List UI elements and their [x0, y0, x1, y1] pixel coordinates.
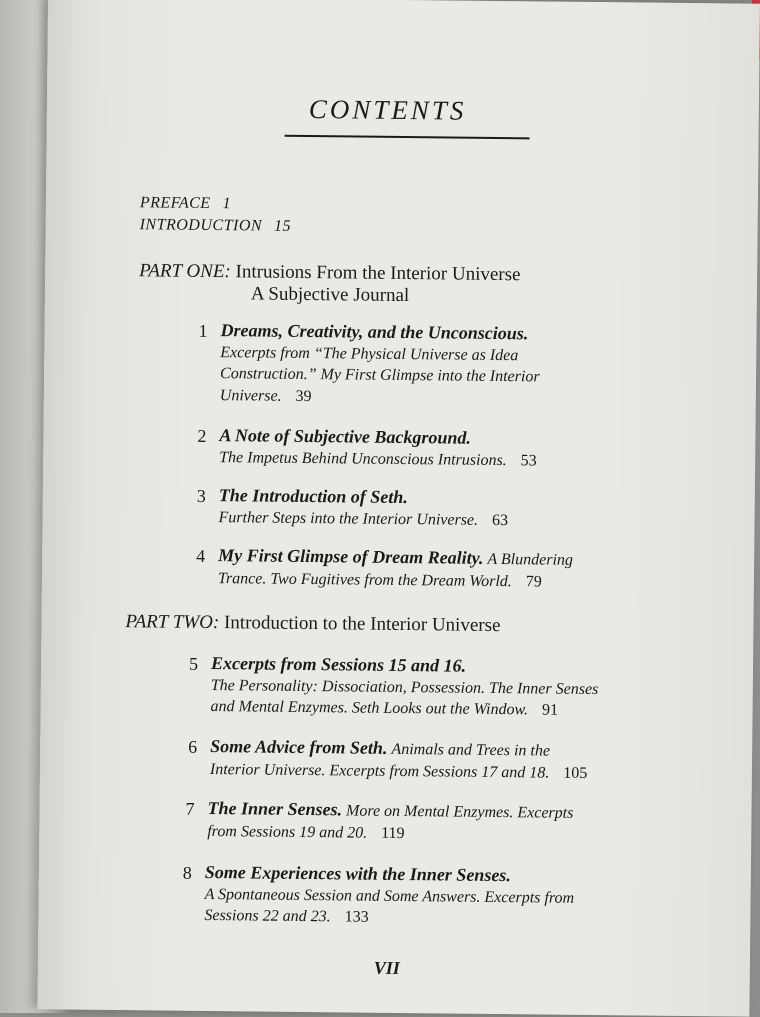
chapter-entry-8: [182, 861, 685, 932]
chapter-description-line: A Spontaneous Session and Some Answers. Excerpts from: [204, 885, 575, 907]
chapter-entry-6: [188, 736, 680, 785]
chapter-description: [219, 447, 639, 473]
chapter-number: 7: [185, 798, 195, 819]
chapter-title-tail: A Blundering: [487, 550, 574, 569]
part-label: PART TWO:: [125, 611, 220, 634]
chapter-title: The Inner Senses.: [207, 797, 343, 820]
chapter-page: 91: [541, 701, 559, 719]
chapter-entry-7: [185, 797, 677, 847]
part-title: Intrusions From the Interior Universe: [235, 261, 521, 286]
chapter-description: [220, 342, 641, 411]
chapter-description-line: Excerpts from “The Physical Universe as Idea: [220, 343, 519, 364]
chapter-entry-2: [197, 425, 639, 472]
chapter-page: 39: [295, 387, 312, 405]
chapter-title: The Introduction of Seth.: [218, 485, 408, 508]
page-folio: VII: [373, 957, 400, 979]
chapter-title: Dreams, Creativity, and the Unconscious.: [220, 320, 529, 344]
part-two-heading: [125, 611, 500, 637]
chapter-number: 6: [188, 736, 198, 757]
part-one-heading: [139, 260, 521, 308]
chapter-page: 63: [491, 511, 509, 529]
chapter-description: [218, 568, 658, 594]
front-matter-label: INTRODUCTION: [139, 216, 263, 235]
chapter-title: My First Glimpse of Dream Reality.: [218, 545, 484, 568]
chapter-number: 2: [197, 425, 207, 446]
chapter-description-line: The Personality: Dissociation, Possession. The Inner Senses: [210, 676, 599, 698]
chapter-title-tail: Animals and Trees in the: [391, 740, 551, 760]
part-label: PART ONE:: [139, 260, 231, 283]
chapter-description-line: and Mental Enzymes. Seth Looks out the Window.: [210, 698, 529, 719]
chapter-description: [210, 675, 680, 723]
chapter-page: 133: [344, 908, 369, 926]
chapter-description: [207, 820, 677, 846]
chapter-number: 4: [196, 545, 206, 566]
title-underline: [285, 135, 530, 140]
chapter-description-line: Construction.” My First Glimpse into the Interior: [219, 365, 540, 386]
book-page: [37, 0, 760, 1017]
front-matter-page: 1: [222, 195, 232, 213]
front-matter-preface: [140, 194, 231, 213]
chapter-title: A Note of Subjective Background.: [219, 425, 472, 448]
chapter-description: [210, 759, 680, 785]
chapter-title: Excerpts from Sessions 15 and 16.: [210, 653, 467, 676]
chapter-number: 1: [198, 320, 208, 341]
chapter-page: 105: [563, 764, 588, 782]
part-subtitle: A Subjective Journal: [250, 283, 410, 307]
chapter-page: 53: [520, 451, 537, 469]
chapter-description-line: Sessions 22 and 23.: [204, 906, 331, 926]
front-matter-label: PREFACE: [139, 194, 211, 212]
chapter-description-line: The Impetus Behind Unconscious Intrusions.: [219, 448, 507, 469]
chapter-entry-4: [196, 545, 658, 594]
chapter-number: 8: [182, 862, 192, 883]
chapter-title: Some Advice from Seth.: [210, 736, 388, 758]
chapter-entry-3: [196, 485, 638, 532]
chapter-description-line: Further Steps into the Interior Universe.: [218, 508, 479, 529]
chapter-title: Some Experiences with the Inner Senses.: [204, 861, 511, 886]
chapter-page: 119: [381, 824, 405, 842]
chapter-description-line: Interior Universe. Excerpts from Sessions 17 and 18.: [209, 760, 550, 782]
chapter-description-line: Trance. Two Fugitives from the Dream World.: [217, 569, 512, 590]
chapter-description: [204, 883, 684, 931]
chapter-page: 79: [525, 572, 542, 590]
front-matter-page: 15: [274, 217, 292, 235]
page-title: CONTENTS: [308, 94, 467, 126]
chapter-description: [218, 507, 638, 533]
front-matter-introduction: [140, 216, 292, 236]
chapter-number: 5: [188, 653, 199, 674]
chapter-description-line: Universe.: [219, 386, 282, 405]
chapter-entry-5: [188, 653, 681, 722]
chapter-title-tail: More on Mental Enzymes. Excerpts: [345, 802, 574, 822]
chapter-description-line: from Sessions 19 and 20.: [207, 822, 368, 842]
part-title: Introduction to the Interior Universe: [223, 612, 501, 637]
chapter-number: 3: [196, 485, 206, 506]
chapter-entry-1: [198, 320, 641, 410]
